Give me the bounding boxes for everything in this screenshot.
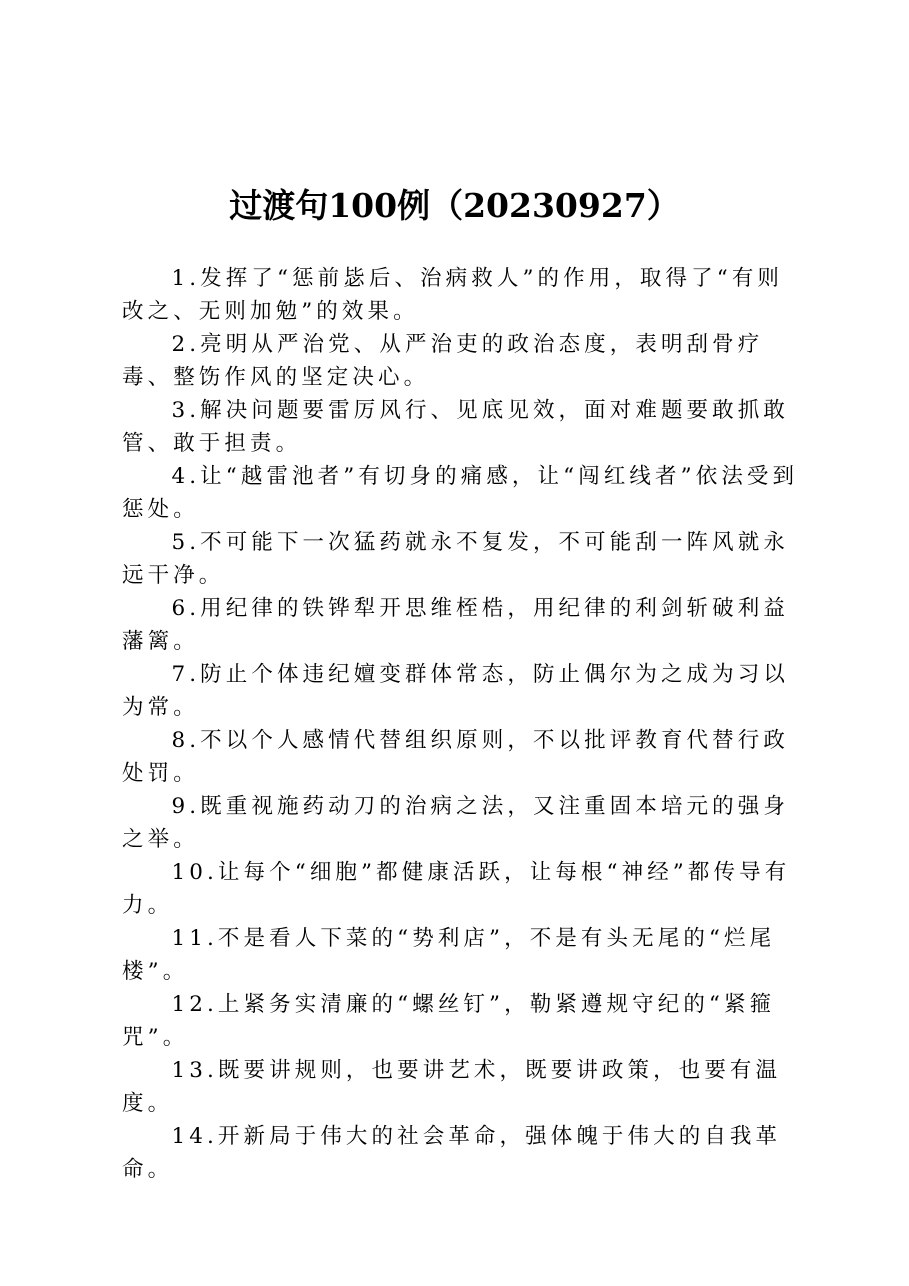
paragraph-1: 1.发挥了“惩前毖后、治病救人”的作用，取得了“有则改之、无则加勉”的效果。 <box>122 266 784 324</box>
paragraph-11: 11.不是看人下菜的“势利店”，不是有头无尾的“烂尾楼”。 <box>122 926 776 984</box>
paragraph-14: 14.开新局于伟大的社会革命，强体魄于伟大的自我革命。 <box>122 1124 782 1182</box>
paragraph-5: 5.不可能下一次猛药就永不复发，不可能刮一阵风就永远干净。 <box>122 530 789 588</box>
paragraph-7: 7.防止个体违纪嬗变群体常态，防止偶尔为之成为习以为常。 <box>122 662 789 720</box>
paragraph-9: 9.既重视施药动刀的治病之法，又注重固本培元的强身之举。 <box>122 794 789 852</box>
paragraph-6: 6.用纪律的铁铧犁开思维桎梏，用纪律的利剑斩破利益藩篱。 <box>122 596 789 654</box>
paragraph-3: 3.解决问题要雷厉风行、见底见效，面对难题要敢抓敢管、敢于担责。 <box>122 398 789 456</box>
document-body <box>122 262 802 1186</box>
paragraph-10: 10.让每个“细胞”都健康活跃，让每根“神经”都传导有力。 <box>122 860 791 918</box>
paragraph-2: 2.亮明从严治党、从严治吏的政治态度，表明刮骨疗毒、整饬作风的坚定决心。 <box>122 332 764 390</box>
paragraph-12: 12.上紧务实清廉的“螺丝钉”，勒紧遵规守纪的“紧箍咒”。 <box>122 992 776 1050</box>
paragraph-4: 4.让“越雷池者”有切身的痛感，让“闯红线者”依法受到惩处。 <box>122 464 799 522</box>
paragraph-13: 13.既要讲规则，也要讲艺术，既要讲政策，也要有温度。 <box>122 1058 782 1116</box>
paragraph-8: 8.不以个人感情代替组织原则，不以批评教育代替行政处罚。 <box>122 728 789 786</box>
document-title: 过渡句100例（20230927） <box>229 186 680 225</box>
